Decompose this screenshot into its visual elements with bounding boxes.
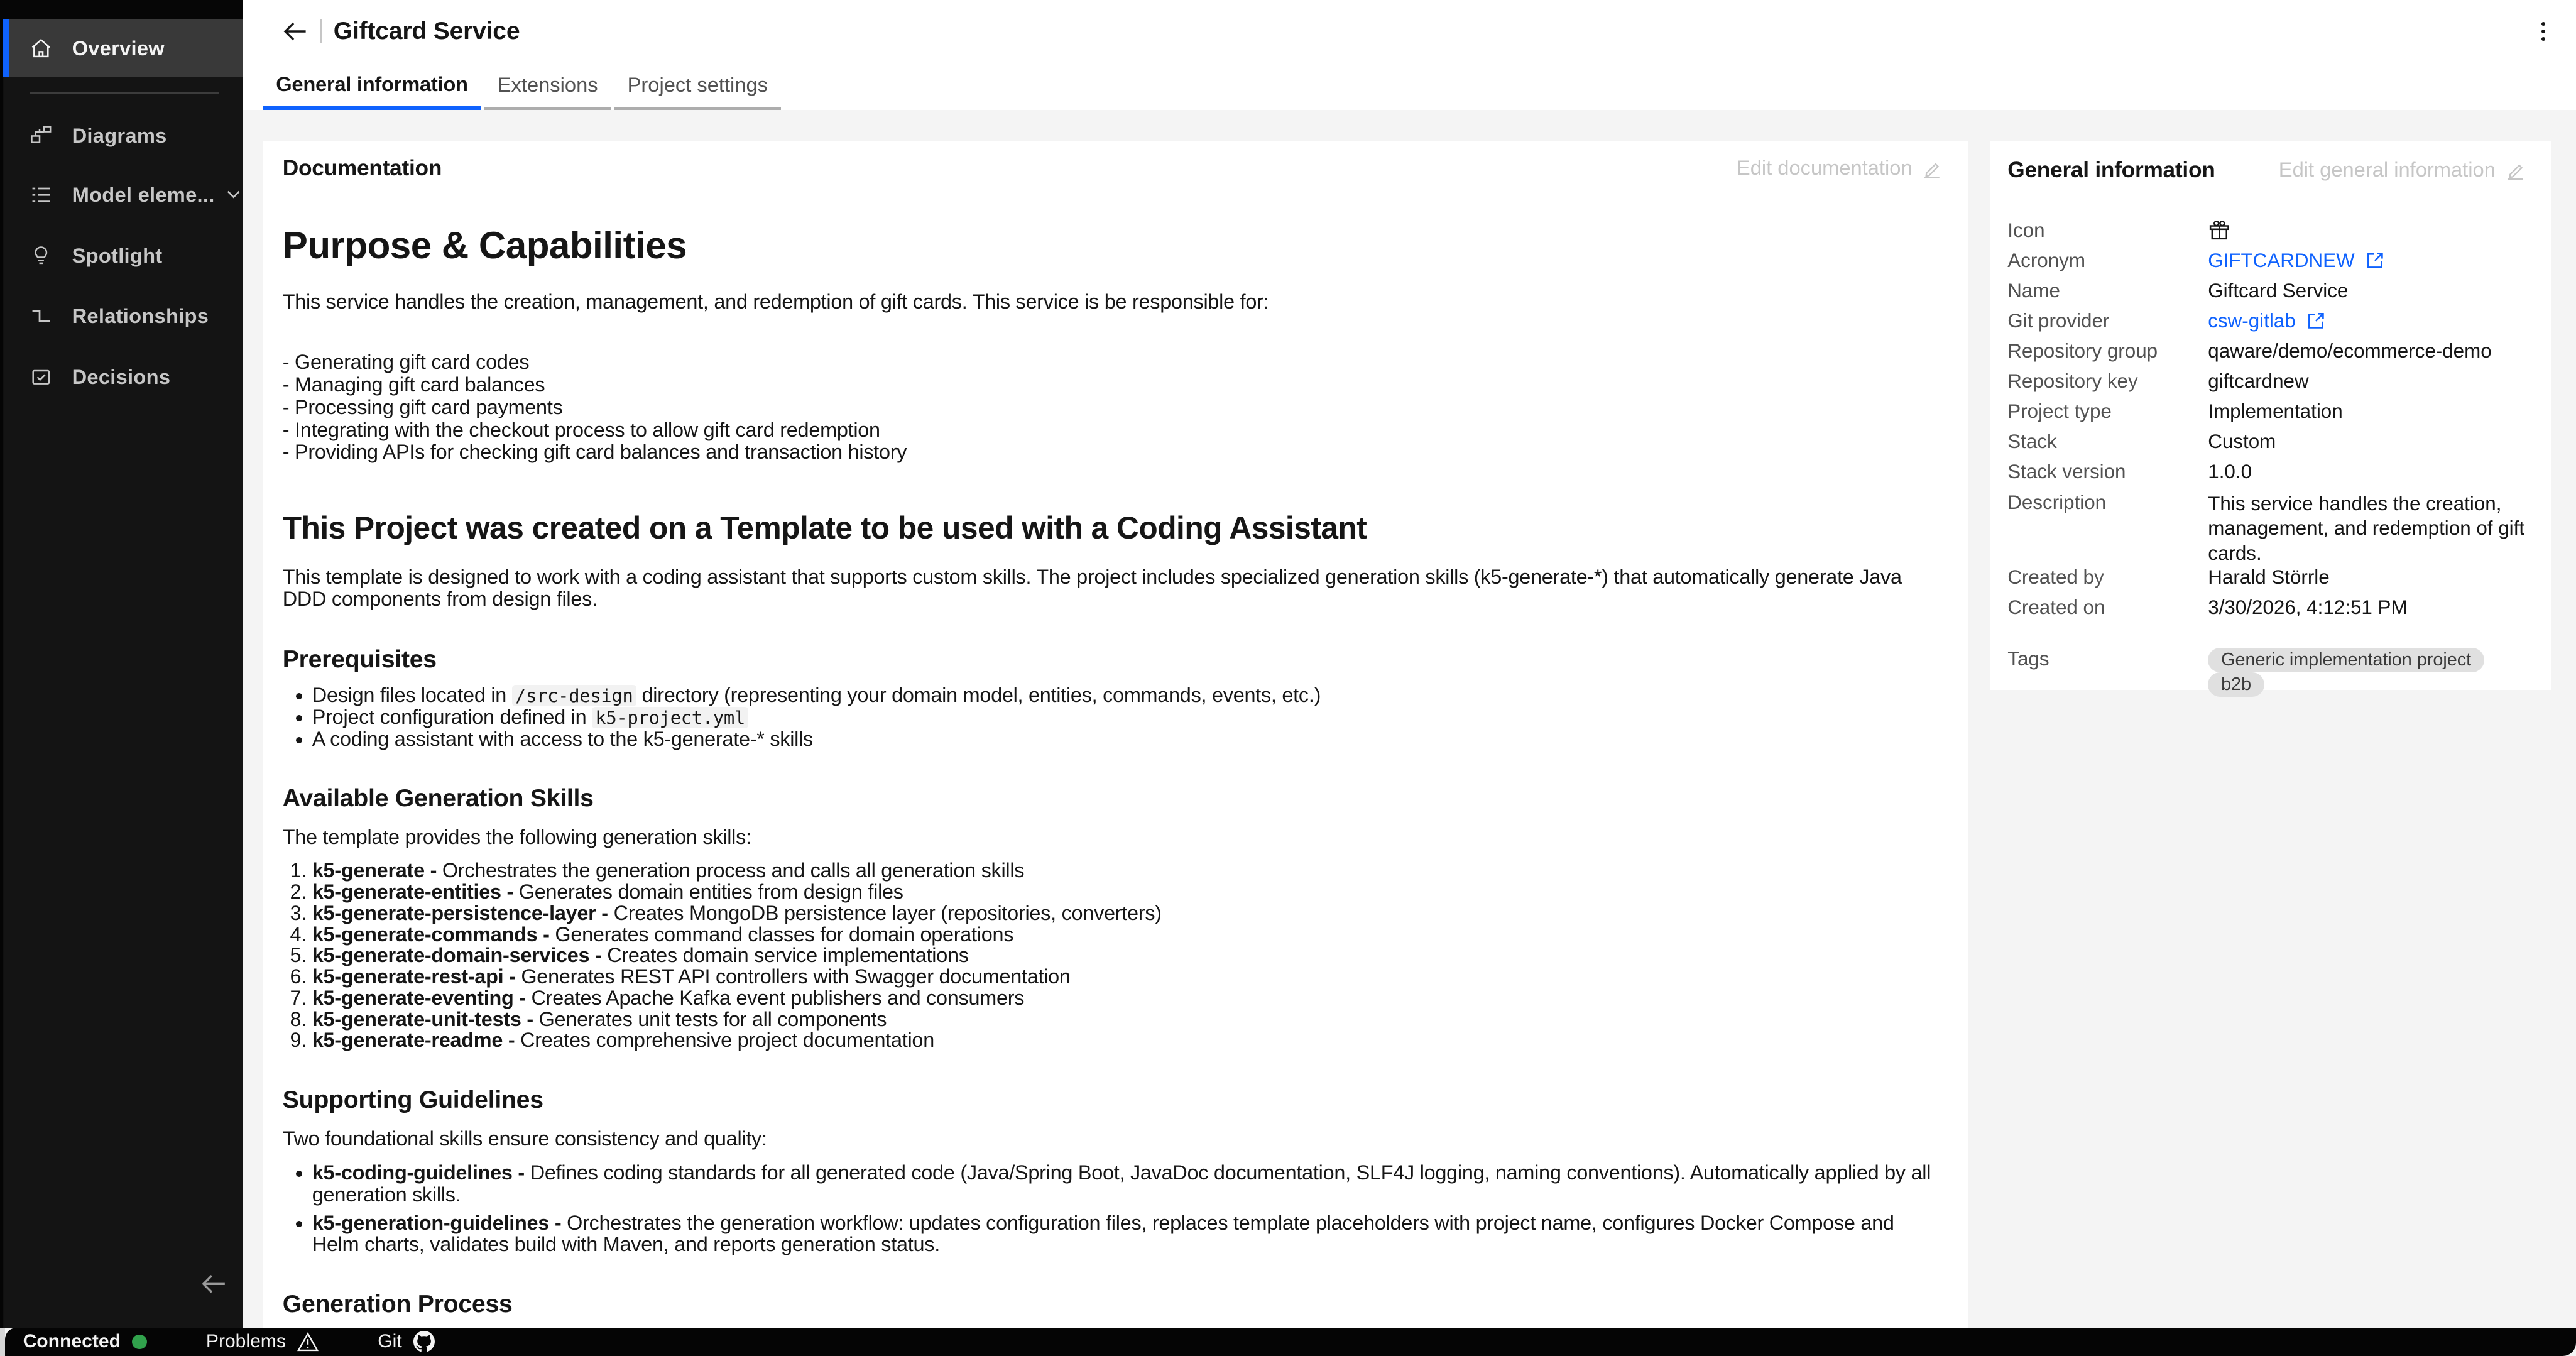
- list-item: 2. k5-generate-entities - Generates domain entities from design files: [312, 882, 1942, 903]
- info-row-project-type: Project type Implementation: [2007, 400, 2343, 423]
- page-title: Giftcard Service: [333, 17, 520, 45]
- info-row-stack-version: Stack version 1.0.0: [2007, 461, 2252, 483]
- sidebar-item-spotlight[interactable]: [3, 225, 243, 286]
- tab-general-information[interactable]: General information: [263, 62, 481, 110]
- doc-h3-skills: Available Generation Skills: [282, 784, 594, 812]
- lightbulb-icon: [30, 244, 53, 267]
- title-row: [243, 0, 2576, 62]
- status-connected[interactable]: Connected: [23, 1331, 147, 1352]
- chevron-down-icon: [226, 190, 241, 200]
- connected-status-dot: [132, 1335, 147, 1350]
- window-corner-sliver: [0, 1328, 5, 1356]
- doc-h1: Purpose & Capabilities: [282, 224, 687, 267]
- sidebar: [0, 0, 243, 1328]
- general-information-title: General information: [2007, 158, 2215, 182]
- diagrams-icon: [30, 124, 53, 147]
- info-row-tags: Tags Generic implementation projectb2b: [2007, 648, 2525, 697]
- info-row-git-provider: Git provider csw-gitlab: [2007, 310, 2525, 340]
- list-item: 9. k5-generate-readme - Creates comprehensive project documentation: [312, 1030, 1942, 1051]
- documentation-card-header: [283, 156, 1942, 181]
- info-row-icon: Icon: [2007, 219, 2525, 249]
- sidebar-top-strip: [0, 0, 243, 19]
- info-row-description: Description This service handles the creation, management, and redemption of gift cards.: [2007, 491, 2525, 564]
- info-row-repository-group: Repository group qaware/demo/ecommerce-demo: [2007, 339, 2492, 362]
- status-bar: [5, 1328, 2576, 1356]
- list-item: • Design files located in /src-design directory (representing your domain model, entities, commands, events, etc.): [312, 685, 1942, 707]
- documentation-card[interactable]: [263, 141, 1968, 1328]
- info-row-acronym: Acronym GIFTCARDNEW: [2007, 249, 2525, 280]
- info-row-stack: Stack Custom: [2007, 430, 2276, 453]
- list-item: 1. k5-generate - Orchestrates the generation process and calls all generation skills: [312, 860, 1942, 882]
- general-information-rows: [2007, 219, 2525, 697]
- sidebar-item-relationships[interactable]: [3, 286, 243, 347]
- list-item: • k5-generation-guidelines - Orchestrates the generation workflow: updates configuration files, replaces template placeholders with project name, configures Docker Compose and Helm charts, validates build with Maven, and reports generation status.: [312, 1212, 1942, 1255]
- inline-code: /src-design: [512, 685, 636, 706]
- tab-extensions[interactable]: Extensions: [484, 62, 611, 110]
- acronym-link[interactable]: GIFTCARDNEW: [2208, 249, 2384, 272]
- guidelines-list: [283, 1162, 1942, 1255]
- status-git[interactable]: Git: [378, 1331, 435, 1352]
- title-divider: [320, 19, 322, 43]
- doc-intro: This service handles the creation, management, and redemption of gift cards. This service is be responsible for:: [282, 290, 1269, 313]
- doc-h3-process: Generation Process: [282, 1289, 513, 1318]
- launch-icon: [2366, 251, 2384, 270]
- sidebar-item-decisions[interactable]: [3, 347, 243, 408]
- doc-h2: This Project was created on a Template to be used with a Coding Assistant: [282, 510, 1367, 546]
- inline-code: k5-project.yml: [592, 707, 748, 728]
- sidebar-item-diagrams[interactable]: [3, 107, 243, 165]
- guidelines-intro: Two foundational skills ensure consistency and quality:: [282, 1127, 767, 1150]
- info-row-created-on: Created on 3/30/2026, 4:12:51 PM: [2007, 596, 2408, 618]
- gift-icon: [2208, 219, 2231, 243]
- info-row-created-by: Created by Harald Störrle: [2007, 566, 2330, 588]
- list-item: • k5-coding-guidelines - Defines coding standards for all generated code (Java/Spring Boot, JavaDoc documentation, SLF4J logging, naming conventions). Automatically applied by all generation skills.: [312, 1162, 1942, 1205]
- sidebar-divider: [30, 92, 219, 94]
- launch-icon: [2307, 312, 2325, 330]
- prerequisites-list: [283, 685, 1942, 750]
- general-information-header: [2007, 158, 2525, 183]
- list-item: 5. k5-generate-domain-services - Creates domain service implementations: [312, 945, 1942, 966]
- sidebar-item-model-elements[interactable]: [3, 164, 243, 225]
- relationship-icon: [30, 305, 53, 328]
- git-provider-link[interactable]: csw-gitlab: [2208, 310, 2325, 332]
- sidebar-item-label: Decisions: [72, 365, 171, 389]
- home-icon: [30, 37, 53, 60]
- tag-badge: b2b: [2208, 672, 2264, 697]
- warning-icon: [297, 1332, 319, 1352]
- sidebar-item-label: Overview: [72, 36, 165, 60]
- info-row-repository-key: Repository key giftcardnew: [2007, 370, 2309, 393]
- github-icon: [413, 1331, 435, 1352]
- list-item: • Project configuration defined in k5-project.yml: [312, 707, 1942, 729]
- list-item: • A coding assistant with access to the k5-generate-* skills: [312, 729, 1942, 750]
- list-item: 4. k5-generate-commands - Generates command classes for domain operations: [312, 924, 1942, 946]
- skills-intro: The template provides the following generation skills:: [282, 826, 751, 849]
- edit-documentation-button[interactable]: Edit documentation: [1737, 156, 1942, 180]
- sidebar-item-label: Relationships: [72, 304, 209, 328]
- list-item: 8. k5-generate-unit-tests - Generates unit tests for all components: [312, 1009, 1942, 1031]
- back-arrow-icon[interactable]: [283, 21, 307, 42]
- list-item: 7. k5-generate-eventing - Creates Apache Kafka event publishers and consumers: [312, 988, 1942, 1009]
- info-row-name: Name Giftcard Service: [2007, 279, 2349, 302]
- pencil-icon: [1922, 158, 1941, 178]
- sidebar-nav: [3, 19, 243, 407]
- overflow-menu-icon[interactable]: [2530, 16, 2557, 46]
- doc-dash-list: - Generating gift card codes - Managing gift card balances - Processing gift card payments - Integrating with the checkout process to allow gift card redemption - Providing APIs for checking gift card balances and transaction history: [282, 351, 907, 464]
- doc-h3-guidelines: Supporting Guidelines: [282, 1085, 543, 1113]
- decision-checkbox-icon: [30, 366, 53, 389]
- status-problems[interactable]: Problems: [206, 1331, 319, 1352]
- edit-general-information-button[interactable]: Edit general information: [2279, 158, 2525, 182]
- doc-h3-prerequisites: Prerequisites: [282, 645, 437, 673]
- list-item: 3. k5-generate-persistence-layer - Creates MongoDB persistence layer (repositories, converters): [312, 903, 1942, 924]
- list-item: 6. k5-generate-rest-api - Generates REST API controllers with Swagger documentation: [312, 966, 1942, 988]
- sidebar-item-label: Spotlight: [72, 243, 163, 267]
- pencil-icon: [2506, 160, 2525, 179]
- sidebar-item-overview[interactable]: [3, 19, 243, 77]
- general-information-card: [1990, 141, 2551, 695]
- skills-list: [283, 860, 1942, 1051]
- sidebar-collapse-button[interactable]: [199, 1272, 228, 1296]
- tab-project-settings[interactable]: Project settings: [614, 62, 781, 110]
- doc-template-paragraph: This template is designed to work with a coding assistant that supports custom skills. The project includes specialized generation skills (k5-generate-*) that automatically generate Java DDD components from design files.: [282, 565, 1902, 611]
- documentation-title: Documentation: [282, 156, 442, 181]
- documentation-body: [283, 224, 1942, 1328]
- page-header: [243, 0, 2576, 110]
- list-icon: [30, 183, 53, 207]
- sidebar-item-label: Model eleme...: [72, 182, 215, 206]
- sidebar-item-label: Diagrams: [72, 123, 167, 147]
- tag-badge: Generic implementation project: [2208, 648, 2484, 672]
- content-area: [243, 110, 2576, 1328]
- tab-bar: [243, 62, 2576, 110]
